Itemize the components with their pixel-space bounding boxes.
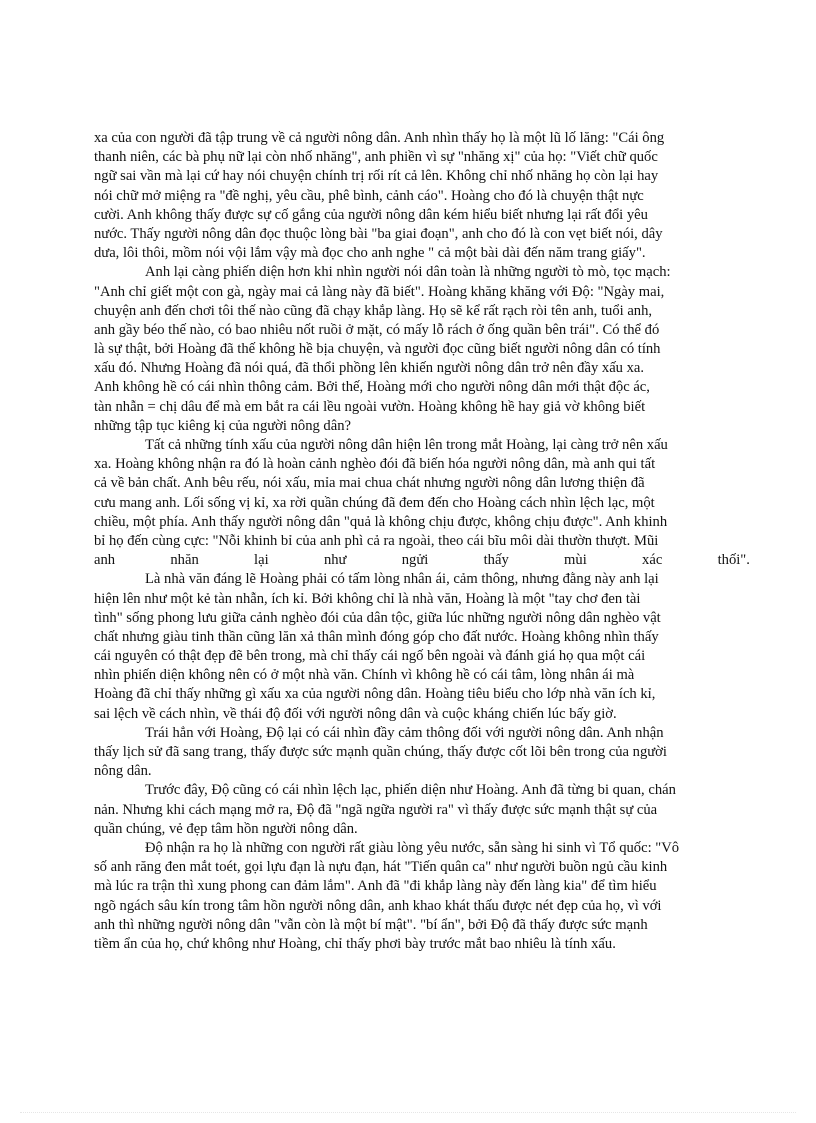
text-line: xa của con người đã tập trung về cả người nông dân. Anh nhìn thấy họ là một lũ lố lăng: "Cái ông (94, 130, 665, 146)
text-line: tiềm ẩn của họ, chứ không như Hoàng, chỉ thấy phơi bày trước mắt bao nhiêu là tính xấu. (94, 935, 616, 952)
text-line: cái nguyên có thật đẹp đẽ bên trong, mà chỉ thấy cái ngố bên ngoài và đánh giá họ qua một cái (94, 648, 646, 665)
paragraph-start-line: Độ nhận ra họ là những con người rất giàu lòng yêu nước, sẵn sàng hi sinh vì Tổ quốc: "Vô (145, 839, 680, 856)
text-line: xấu đó. Nhưng Hoàng đã nói quá, đã thổi phồng lên khiến người nông dân trở nên đầy xấu xa. (94, 360, 645, 377)
document-body (94, 129, 750, 954)
text-line: cười. Anh không thấy được sự cố gắng của người nông dân kém hiểu biết nhưng lại rất đổi yêu (94, 206, 648, 223)
text-line: xa. Hoàng không nhận ra đó là hoàn cảnh nghèo đói đã biến hóa người nông dân, mà anh qui tất (94, 456, 656, 473)
paragraph-start-line: Trái hẳn với Hoàng, Độ lại có cái nhìn đầy cảm thông đối với người nông dân. Anh nhận (145, 724, 664, 741)
text-line: anh thì những người nông dân "vẫn còn là một bí mật". "bí ẩn", bởi Độ đã thấy được sức mạnh (94, 916, 648, 933)
text-line: sai lệch về cách nhìn, về thái độ đối với người nông dân và cuộc kháng chiến lúc bấy giờ. (94, 705, 617, 722)
text-line: nông dân. (94, 763, 152, 780)
justified-text-line (94, 551, 750, 570)
text-line: chất nhưng giàu tinh thần cũng lăn xả thân mình đóng góp cho đất nước. Hoàng không nhìn thấy (94, 628, 659, 645)
text-line: nói chữ mở miệng ra "đề nghị, yêu cầu, phê bình, cảnh cáo". Hoàng cho đó là chuyện thật nực (94, 187, 644, 204)
word: như (323, 552, 347, 569)
text-line: anh gầy béo thế nào, có bao nhiêu nốt ruồi ở mặt, có mấy lỗ rách ở ống quần bên trái". Có thể đó (94, 321, 660, 338)
text-line: mà lúc ra trận thì xung phong can đảm lắm". Anh đã "đi khắp làng này đến làng kia" để tìm hiểu (94, 878, 657, 895)
text-line: ngõ ngách sâu kín trong tâm hồn người nông dân, anh khao khát thấu được nét đẹp của họ, vì với (94, 897, 662, 914)
word: xác (642, 552, 663, 569)
word: mùi (564, 552, 587, 569)
word: lại (254, 552, 269, 569)
text-line: cưu mang anh. Lối sống vị kỉ, xa rời quần chúng đã đem đến cho Hoàng cách nhìn lệch lạc, một (94, 494, 655, 511)
text-line: tình" sống phong lưu giữa cảnh nghèo đói của dân tộc, giữa lúc những người nông dân nghèo vật (94, 609, 661, 626)
text-line: quần chúng, vẻ đẹp tâm hồn người nông dân. (94, 820, 358, 837)
text-line: bỉ họ đến cùng cực: "Nỗi khinh bỉ của anh phì cả ra ngoài, theo cái bĩu môi dài thườn thượt. Mũi (94, 532, 659, 549)
paragraph-start-line: Trước đây, Độ cũng có cái nhìn lệch lạc, phiến diện như Hoàng. Anh đã từng bi quan, chán (145, 782, 676, 799)
text-line: dưa, lôi thôi, mồm nói vội lắm vậy mà đọc cho anh nghe " cả một bài dài đến năm trang giấy". (94, 245, 646, 262)
text-line: nước. Thấy người nông dân đọc thuộc lòng bài "ba giai đoạn", anh cho đó là con vẹt biết nói, dây (94, 225, 663, 242)
text-line: hiện lên như một kẻ tàn nhẫn, ích kỉ. Bởi không chỉ là nhà văn, Hoàng là một "tay chơ đen tài (94, 590, 641, 607)
word: thối". (717, 552, 750, 569)
word: nhăn (170, 552, 199, 569)
text-line: những tập tục kiêng kị của người nông dân? (94, 417, 351, 434)
word: ngửi (401, 552, 429, 569)
text-line: là sự thật, bởi Hoàng đã thế không hề bịa chuyện, và người đọc cũng biết người nông dân có tính (94, 341, 661, 358)
text-line: nhìn phiến diện không nên có ở một nhà văn. Chính vì không hề có cái tâm, lòng nhân ái mà (94, 667, 635, 684)
text-line: Hoàng đã chỉ thấy những gì xấu xa của người nông dân. Hoàng tiêu biểu cho lớp nhà văn ích kỉ, (94, 686, 656, 703)
text-line: ngữ sai vần mà lại cứ hay nói chuyện chính trị rối rít cả lên. Không chỉ nhố nhăng họ còn lại hay (94, 168, 659, 185)
text-line: chiều, một phía. Anh thấy người nông dân "quả là không chịu được, không chịu được". Anh khinh (94, 513, 668, 530)
text-line: số anh răng đen mắt toét, gọi lựu đạn là nựu đạn, hát "Tiến quân ca" như người buồn ngủ cầu kinh (94, 859, 668, 876)
word: thấy (483, 552, 509, 569)
text-line: nản. Nhưng khi cách mạng mở ra, Độ đã "ngã ngữa người ra" vì thấy được sức mạnh thật sự của (94, 801, 658, 818)
paragraph-start-line: Anh lại càng phiến diện hơn khi nhìn người nói dân toàn là những người tò mò, tọc mạch: (145, 264, 671, 281)
text-line: thấy lịch sử đã sang trang, thấy được sức mạnh quần chúng, thấy được cốt lõi bên trong của người (94, 744, 667, 760)
text-line: tàn nhẫn = chị dâu để mà em bắt ra cái lều ngoài vườn. Hoàng không hề hay giả vờ không biết (94, 398, 646, 415)
text-line: thanh niên, các bà phụ nữ lại còn nhố nhăng", anh phiền vì sự "nhăng xị" của họ: "Viết chữ quốc (94, 149, 658, 166)
text-line: cả về bản chất. Anh bêu rếu, nói xấu, mỉa mai chua chát nhưng người nông dân lương thiện đã (94, 475, 645, 492)
paragraph-start-line: Là nhà văn đáng lẽ Hoàng phải có tấm lòng nhân ái, cảm thông, nhưng đằng này anh lại (145, 571, 659, 588)
paragraph-start-line: Tất cả những tính xấu của người nông dân hiện lên trong mắt Hoàng, lại càng trở nên xấu (145, 437, 668, 453)
text-line: "Anh chỉ giết một con gà, ngày mai cả làng này đã biết". Hoàng khăng khăng với Độ: "Ngày mai, (94, 283, 665, 300)
text-line: Anh không hề có cái nhìn thông cảm. Bởi thế, Hoàng mới cho người nông dân mới thật độc ác, (94, 379, 650, 396)
word: anh (94, 552, 116, 569)
page-bottom-divider (20, 1112, 796, 1113)
text-line: chuyện anh đến chơi tôi thế nào cũng đã chạy khắp làng. Họ sẽ kể rất rạch ròi tên anh, tuổi anh, (94, 302, 653, 319)
